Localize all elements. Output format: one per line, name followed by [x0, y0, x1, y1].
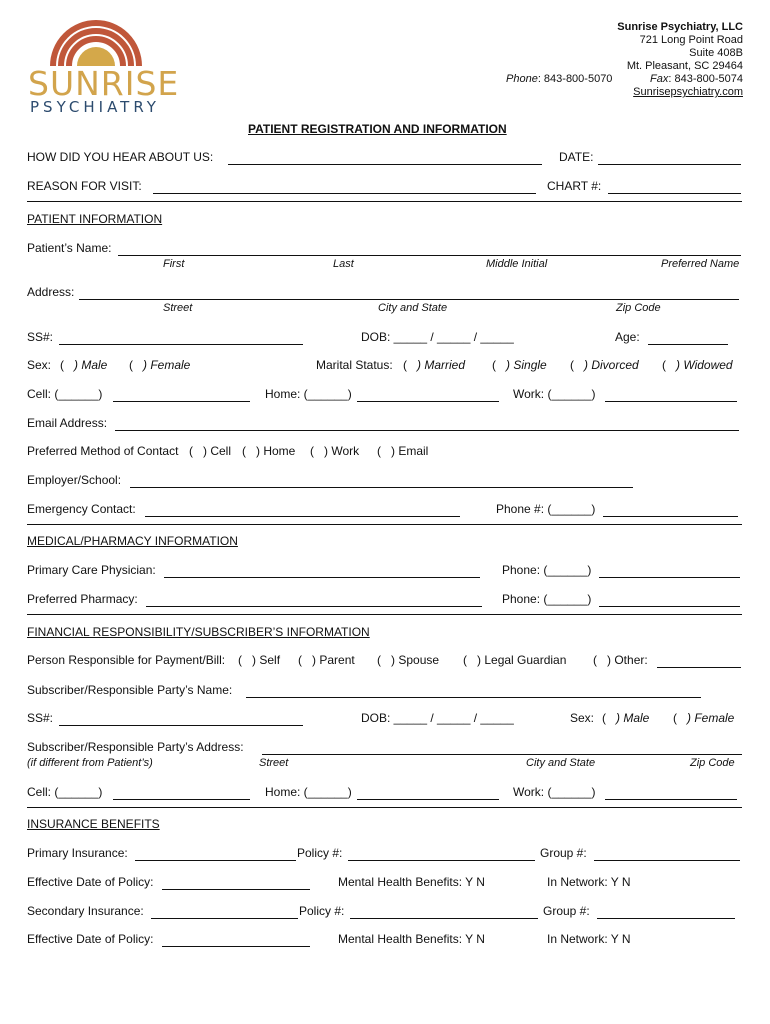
financial-heading: FINANCIAL RESPONSIBILITY/SUBSCRIBER’S INFORMATION: [27, 625, 370, 639]
responsible-other-option[interactable]: ( ) Other:: [593, 653, 648, 667]
responsible-label: Person Responsible for Payment/Bill:: [27, 653, 226, 667]
subscriber-address-note: (if different from Patient’s): [27, 757, 153, 769]
subscriber-home-label: Home: (______): [265, 785, 352, 799]
emergency-contact-label: Emergency Contact:: [27, 502, 136, 516]
contact-home-option[interactable]: ( ) Home: [242, 444, 296, 458]
divider: [27, 614, 742, 615]
subscriber-work-field[interactable]: [605, 785, 737, 800]
subscriber-ss-label: SS#:: [27, 711, 54, 725]
divider: [27, 524, 742, 525]
chart-field[interactable]: [608, 179, 741, 194]
emergency-contact-field[interactable]: [145, 502, 460, 517]
effective-date-field[interactable]: [162, 875, 310, 890]
pharmacy-label: Preferred Pharmacy:: [27, 592, 138, 606]
sex-female-option[interactable]: ( ) Female: [129, 358, 191, 372]
work-label: Work: (______): [513, 387, 596, 401]
primary-insurance-label: Primary Insurance:: [27, 846, 128, 860]
secondary-insurance-field[interactable]: [151, 904, 298, 919]
subscriber-dob-field[interactable]: DOB: _____ / _____ / _____: [361, 711, 514, 725]
effective-date2-label: Effective Date of Policy:: [27, 932, 154, 946]
subscriber-caption-street: Street: [259, 757, 289, 769]
date-field[interactable]: [598, 150, 741, 165]
primary-insurance-field[interactable]: [135, 846, 296, 861]
patient-name-label: Patient’s Name:: [27, 241, 112, 255]
group-label: Group #:: [540, 846, 587, 860]
phone-line: [506, 73, 612, 86]
responsible-other-field[interactable]: [657, 653, 741, 668]
insurance-heading: INSURANCE BENEFITS: [27, 817, 160, 831]
medical-heading: MEDICAL/PHARMACY INFORMATION: [27, 534, 238, 548]
marital-divorced-option[interactable]: ( ) Divorced: [570, 358, 639, 372]
responsible-spouse-option[interactable]: ( ) Spouse: [377, 653, 440, 667]
policy-field[interactable]: [348, 846, 535, 861]
date-label: DATE:: [559, 150, 594, 164]
contact-work-option[interactable]: ( ) Work: [310, 444, 360, 458]
ss-label: SS#:: [27, 330, 54, 344]
policy2-label: Policy #:: [299, 904, 345, 918]
employer-field[interactable]: [130, 473, 633, 488]
subscriber-caption-zip: Zip Code: [690, 757, 735, 769]
address-field[interactable]: [79, 285, 739, 300]
in-network-2[interactable]: In Network: Y N: [547, 932, 631, 946]
policy-label: Policy #:: [297, 846, 343, 860]
email-field[interactable]: [115, 416, 739, 431]
divider: [27, 807, 742, 808]
ss-field[interactable]: [59, 330, 303, 345]
phone-number: : 843-800-5070: [537, 73, 613, 85]
fax-number: : 843-800-5074: [668, 73, 743, 85]
marital-label: Marital Status:: [316, 358, 393, 372]
emergency-phone-field[interactable]: [603, 502, 738, 517]
work-field[interactable]: [605, 387, 737, 402]
company-logo: [26, 18, 180, 118]
policy2-field[interactable]: [350, 904, 538, 919]
patient-name-field[interactable]: [118, 241, 741, 256]
subscriber-cell-label: Cell: (______): [27, 785, 103, 799]
group2-field[interactable]: [597, 904, 735, 919]
employer-label: Employer/School:: [27, 473, 122, 487]
company-contact-block: [617, 21, 743, 99]
reason-field[interactable]: [153, 179, 536, 194]
name-caption-middle: Middle Initial: [486, 258, 548, 270]
effective-date-label: Effective Date of Policy:: [27, 875, 154, 889]
phone-label: Phone: [506, 73, 538, 85]
company-name: Sunrise Psychiatry, LLC: [617, 21, 743, 33]
home-label: Home: (______): [265, 387, 352, 401]
dob-field[interactable]: DOB: _____ / _____ / _____: [361, 330, 514, 344]
logo-name-bottom: PSYCHIATRY: [30, 98, 160, 116]
pcp-label: Primary Care Physician:: [27, 563, 156, 577]
name-caption-preferred: Preferred Name: [661, 258, 740, 270]
cell-label: Cell: (______): [27, 387, 103, 401]
fax-label: Fax: [650, 73, 669, 85]
subscriber-name-field[interactable]: [246, 683, 701, 698]
patient-info-heading: PATIENT INFORMATION: [27, 212, 163, 226]
address-caption-zip: Zip Code: [616, 302, 661, 314]
responsible-self-option[interactable]: ( ) Self: [238, 653, 281, 667]
sex-male-option[interactable]: ( ) Male: [60, 358, 108, 372]
address-line-2: Suite 408B: [689, 47, 743, 59]
subscriber-ss-field[interactable]: [59, 711, 303, 726]
pharmacy-field[interactable]: [146, 592, 482, 607]
marital-married-option[interactable]: ( ) Married: [403, 358, 466, 372]
marital-single-option[interactable]: ( ) Single: [492, 358, 547, 372]
reason-label: REASON FOR VISIT:: [27, 179, 142, 193]
heard-about-field[interactable]: [228, 150, 542, 165]
subscriber-work-label: Work: (______): [513, 785, 596, 799]
address-caption-street: Street: [163, 302, 193, 314]
address-label: Address:: [27, 285, 75, 299]
contact-email-option[interactable]: ( ) Email: [377, 444, 429, 458]
subscriber-name-label: Subscriber/Responsible Party’s Name:: [27, 683, 233, 697]
mental-health-benefits-2[interactable]: Mental Health Benefits: Y N: [338, 932, 485, 946]
marital-widowed-option[interactable]: ( ) Widowed: [662, 358, 733, 372]
group2-label: Group #:: [543, 904, 590, 918]
heard-about-label: HOW DID YOU HEAR ABOUT US:: [27, 150, 214, 164]
pcp-field[interactable]: [164, 563, 480, 578]
subscriber-cell-field[interactable]: [113, 785, 250, 800]
website-link[interactable]: Sunrisepsychiatry.com: [633, 86, 743, 98]
fax-line: [617, 73, 743, 86]
sex-label: Sex:: [27, 358, 52, 372]
name-caption-last: Last: [333, 258, 354, 270]
address-caption-city: City and State: [378, 302, 448, 314]
responsible-guardian-option[interactable]: ( ) Legal Guardian: [463, 653, 567, 667]
pcp-phone-field[interactable]: [599, 563, 740, 578]
contact-cell-option[interactable]: ( ) Cell: [189, 444, 232, 458]
chart-label: CHART #:: [547, 179, 602, 193]
divider: [27, 201, 742, 202]
home-field[interactable]: [357, 387, 499, 402]
responsible-parent-option[interactable]: ( ) Parent: [298, 653, 355, 667]
pcp-phone-label: Phone: (______): [502, 563, 592, 577]
address-line-1: 721 Long Point Road: [639, 34, 743, 46]
subscriber-home-field[interactable]: [357, 785, 499, 800]
cell-field[interactable]: [113, 387, 250, 402]
mental-health-benefits[interactable]: Mental Health Benefits: Y N: [338, 875, 485, 889]
contact-method-label: Preferred Method of Contact: [27, 444, 179, 458]
subscriber-caption-city: City and State: [526, 757, 596, 769]
secondary-insurance-label: Secondary Insurance:: [27, 904, 144, 918]
age-field[interactable]: [648, 330, 728, 345]
subscriber-address-field[interactable]: [262, 740, 742, 755]
form-title: PATIENT REGISTRATION AND INFORMATION: [248, 122, 507, 136]
pharmacy-phone-field[interactable]: [599, 592, 740, 607]
group-field[interactable]: [594, 846, 740, 861]
in-network[interactable]: In Network: Y N: [547, 875, 631, 889]
subscriber-sex-label: Sex:: [570, 711, 595, 725]
subscriber-sex-male-option[interactable]: ( ) Male: [602, 711, 650, 725]
age-label: Age:: [615, 330, 640, 344]
logo-name-top: SUNRISE: [28, 64, 180, 103]
subscriber-address-label: Subscriber/Responsible Party’s Address:: [27, 740, 244, 754]
subscriber-sex-female-option[interactable]: ( ) Female: [673, 711, 735, 725]
effective-date2-field[interactable]: [162, 932, 310, 947]
pharmacy-phone-label: Phone: (______): [502, 592, 592, 606]
name-caption-first: First: [163, 258, 185, 270]
emergency-phone-label: Phone #: (______): [496, 502, 596, 516]
address-city: Mt. Pleasant, SC 29464: [626, 60, 743, 72]
email-label: Email Address:: [27, 416, 108, 430]
